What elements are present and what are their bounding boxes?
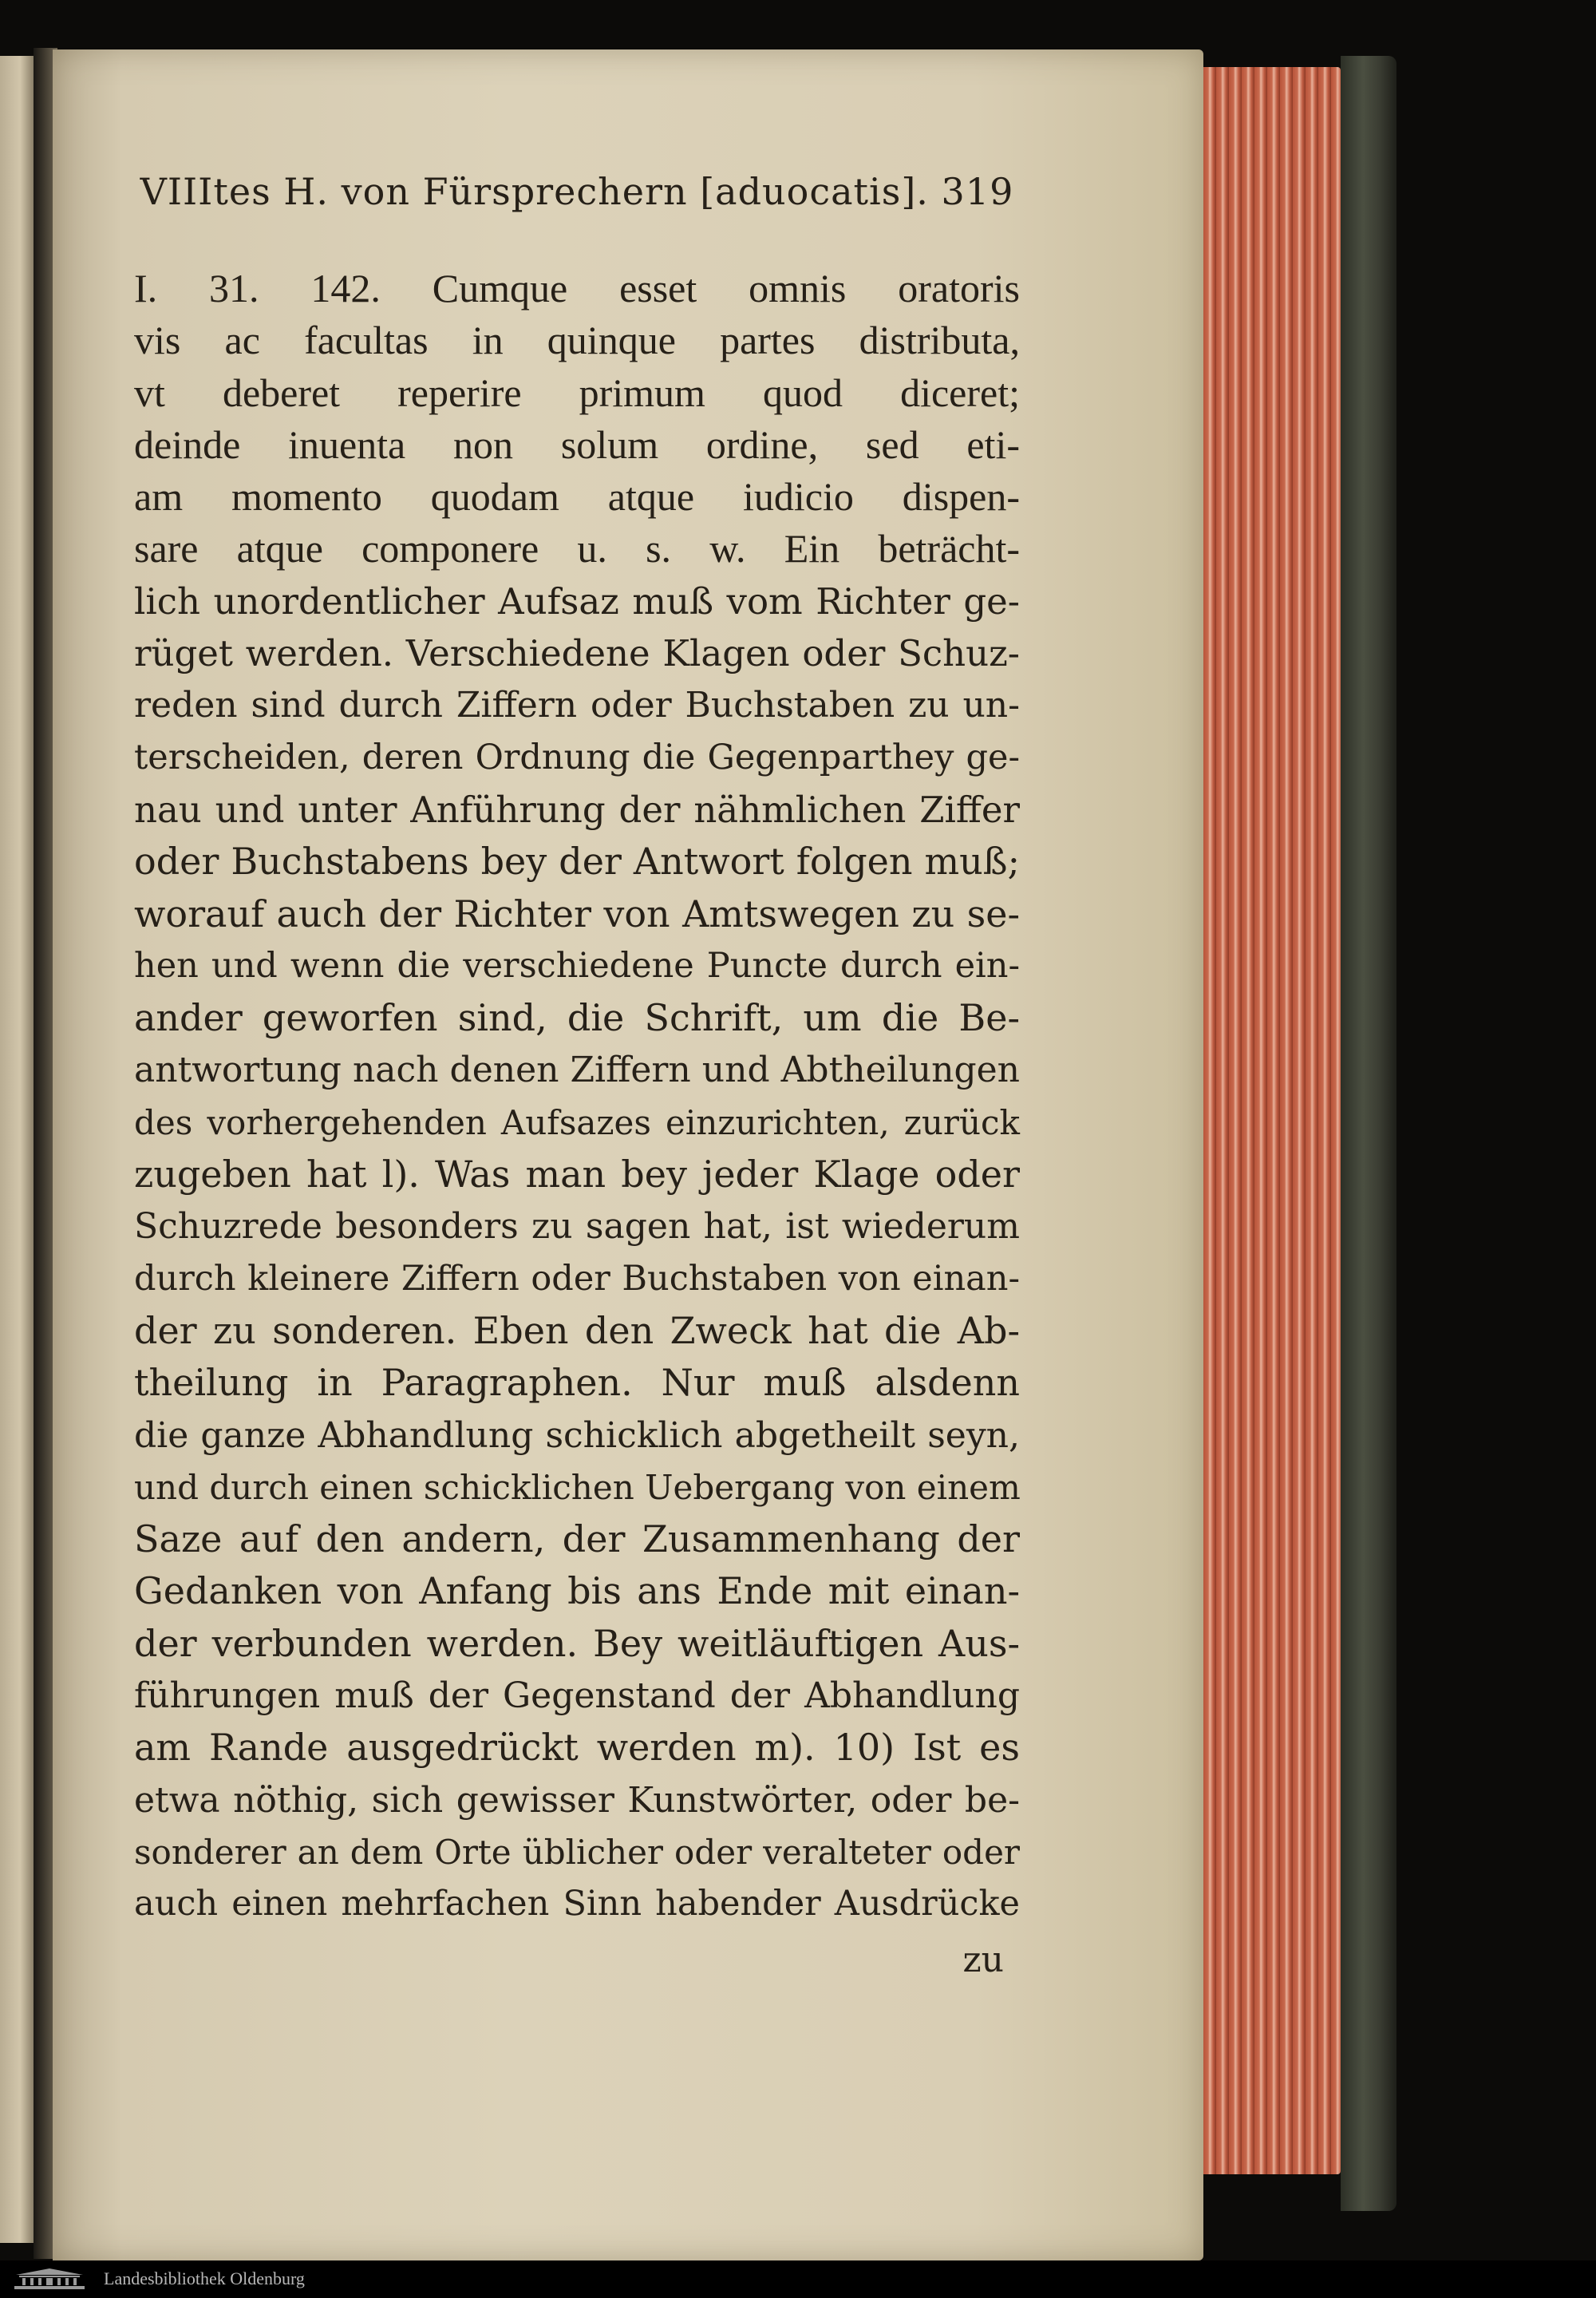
- text-line: vt deberet reperire primum quod diceret;: [134, 370, 1020, 415]
- text-line: des vorhergehenden Aufsazes einzurichten, zurück: [134, 1102, 1020, 1142]
- text-line: worauf auch der Richter von Amtswegen zu se-: [134, 892, 1020, 935]
- text-line: rüget werden. Verschiedene Klagen oder Schuz-: [134, 632, 1020, 675]
- text-line: sonderer an dem Orte üblicher oder veralteter oder: [134, 1832, 1020, 1872]
- text-line: sare atque componere u. s. w. Ein beträcht-: [134, 526, 1020, 572]
- body-text: [134, 263, 1020, 1931]
- text-line: reden sind durch Ziffern oder Buchstaben zu un-: [134, 685, 1020, 726]
- text-line: am momento quodam atque iudicio dispen-: [134, 474, 1020, 520]
- text-line: die ganze Abhandlung schicklich abgetheilt seyn,: [134, 1414, 1020, 1456]
- text-line: terscheiden, deren Ordnung die Gegenparthey ge-: [134, 737, 1020, 777]
- text-line: theilung in Paragraphen. Nur muß alsdenn: [134, 1361, 1020, 1405]
- book-cover-board: [1341, 56, 1396, 2211]
- text-line: I. 31. 142. Cumque esset omnis oratoris: [134, 266, 1020, 310]
- text-line: Saze auf den andern, der Zusammenhang der: [134, 1517, 1020, 1561]
- running-header: VIIItes H. von Fürsprechern [aduocatis]. 319: [140, 170, 1014, 213]
- text-line: deinde inuenta non solum ordine, sed eti-: [134, 421, 1020, 467]
- text-line: führungen muß der Gegenstand der Abhandlung: [134, 1675, 1020, 1717]
- text-line: der verbunden werden. Bey weitläuftigen Aus-: [134, 1621, 1020, 1665]
- catchword: zu: [962, 1939, 1004, 1980]
- text-line: lich unordentlicher Aufsaz muß vom Richter ge-: [134, 579, 1020, 623]
- page-text-block: [134, 164, 1020, 1988]
- text-line: der zu sonderen. Eben den Zweck hat die Ab-: [134, 1308, 1020, 1352]
- facing-page-edge: [0, 56, 34, 2243]
- text-line: und durch einen schicklichen Uebergang von einem: [134, 1467, 1021, 1507]
- text-line: vis ac facultas in quinque partes distributa,: [134, 318, 1020, 363]
- text-line: zugeben hat l). Was man bey jeder Klage oder: [134, 1153, 1020, 1196]
- text-line: ander geworfen sind, die Schrift, um die Be-: [134, 996, 1020, 1040]
- library-footer-bar: [0, 2260, 1596, 2298]
- text-line: oder Buchstabens bey der Antwort folgen muß;: [134, 840, 1020, 884]
- text-line: am Rande ausgedrückt werden m). 10) Ist es: [134, 1726, 1020, 1770]
- text-line: Gedanken von Anfang bis ans Ende mit einan-: [134, 1569, 1020, 1613]
- text-line: durch kleinere Ziffern oder Buchstaben von einan-: [134, 1258, 1020, 1299]
- page-edges: [1203, 67, 1341, 2174]
- text-line: hen und wenn die verschiedene Puncte durch ein-: [134, 945, 1020, 986]
- text-line: etwa nöthig, sich gewisser Kunstwörter, oder be-: [134, 1779, 1020, 1821]
- text-line: nau und unter Anführung der nähmlichen Ziffer: [134, 788, 1020, 831]
- library-name: Landesbibliothek Oldenburg: [104, 2268, 305, 2288]
- library-building-icon: [13, 2267, 86, 2291]
- text-line: antwortung nach denen Ziffern und Abtheilungen: [134, 1050, 1020, 1091]
- text-line: auch einen mehrfachen Sinn habender Ausdrücke: [134, 1884, 1020, 1924]
- text-line: Schuzrede besonders zu sagen hat, ist wiederum: [134, 1206, 1020, 1248]
